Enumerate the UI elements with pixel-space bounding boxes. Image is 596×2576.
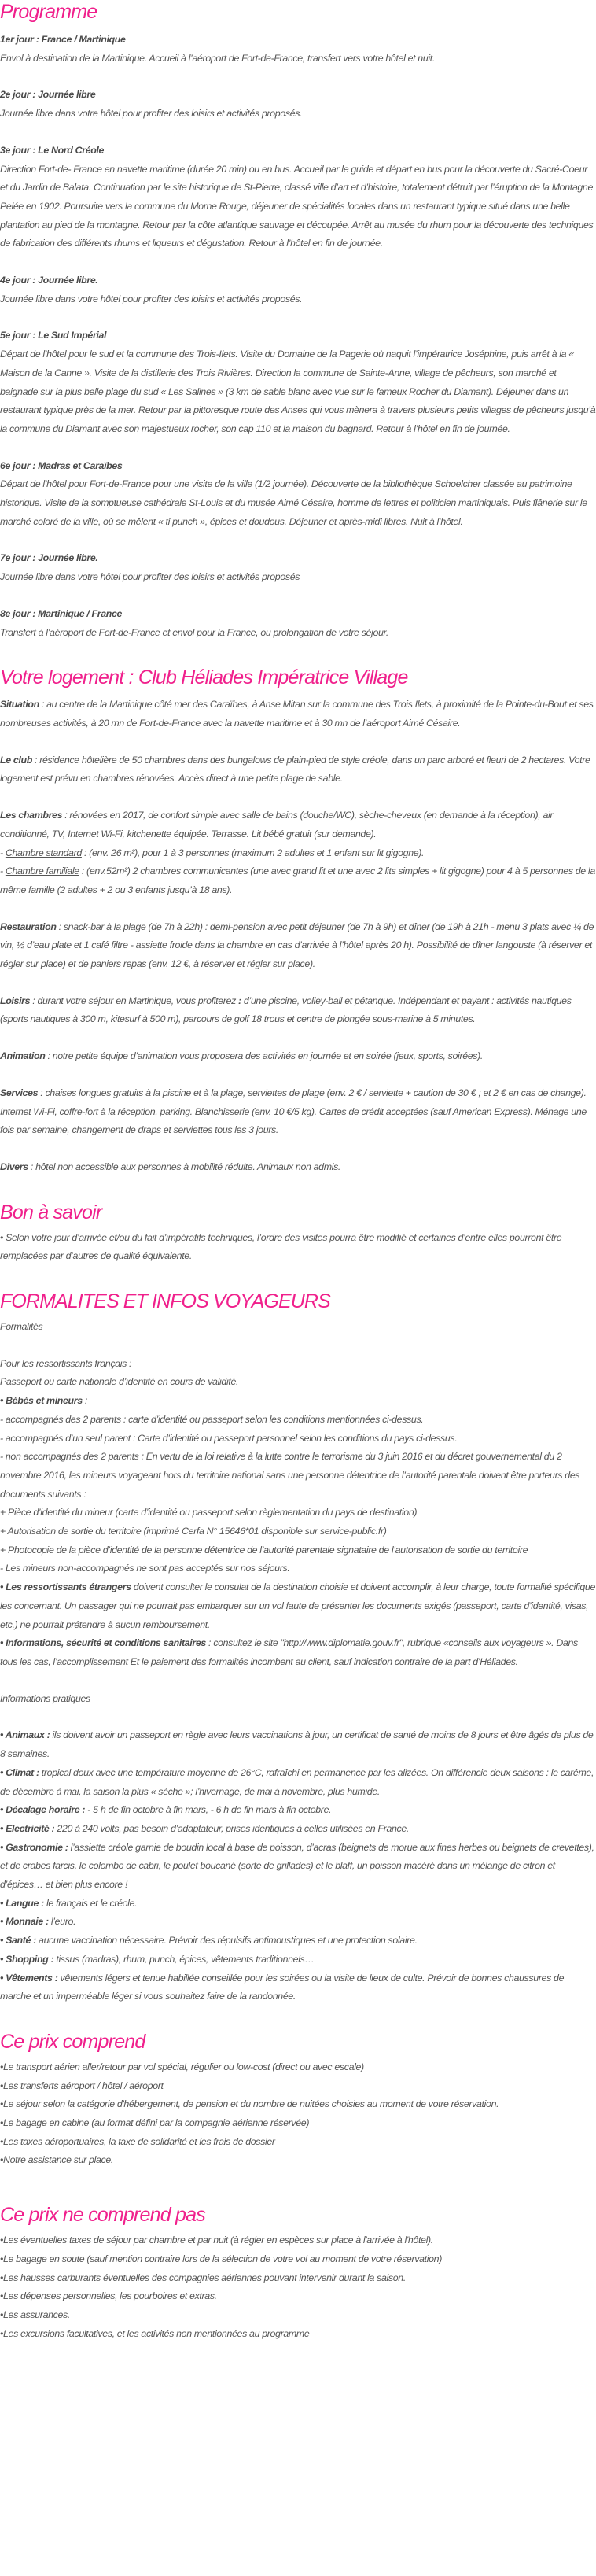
day-text: Journée libre dans votre hôtel pour profiter des loisirs et activités proposés <box>0 571 300 583</box>
restauration-text: : snack-bar à la plage (de 7h à 22h) : demi-pension avec petit déjeuner (de 7h à 9h) et dîner (de 19h à 21h - menu 3 plats avec ¼ de vin, ½ d’eau plate et 1 café filtre - assiette froide dans la chambre en cas d’arrivée à l’hôtel après 20 h). Possibilité de dîner langouste (à réserver et régler sur place) et de paniers repas (env. 12 €, à réserver et régler sur place). <box>0 921 594 970</box>
day-title: 7e jour : Journée libre. <box>0 552 98 564</box>
pratique-label: • Langue : <box>0 1897 44 1909</box>
loisirs-text: : durant votre séjour en Martinique, vous profiterez <box>30 995 239 1006</box>
chambre-standard-label: Chambre standard <box>5 847 82 858</box>
animation-paragraph <box>0 1047 596 1066</box>
mineurs-line: - non accompagnés des 2 parents : En vertu de la loi relative à la lutte contre le terrorisme du 3 juin 2016 et du décret gouvernemental du 2 novembre 2016, les mineurs voyageant hors du territoire national sans une personne détentrice de l’autorité parentale doivent être porteurs des documents suivants : <box>0 1451 580 1500</box>
bon-a-savoir-section <box>0 1201 596 1266</box>
chambres-label: Les chambres <box>0 810 63 821</box>
prix-comprend-section <box>0 2030 596 2170</box>
chambre-standard-text: : (env. 26 m²), pour 1 à 3 personnes (maximum 2 adultes et 1 enfant sur lit gigogne). <box>81 847 425 858</box>
etrangers-text: doivent consulter le consulat de la destination choisie et doivent accomplir, à leur charge, toute formalité spécifique les concernant. Un passager qui ne pourrait pas embarquer sur un vol faute de présenter les documents exigés (passeport, carte d’identité, visas, etc.) ne pourrait prétendre à aucun remboursement. <box>0 1581 595 1630</box>
chambre-familiale-text: : (env.52m²) 2 chambres communicantes (une avec grand lit et une avec 2 lits simples + lit gigogne) pour 4 à 5 personnes de la même famille (2 adultes + 2 ou 3 enfants jusqu’à 18 ans). <box>0 865 595 895</box>
bon-a-savoir-text: • Selon votre jour d’arrivée et/ou du fait d’impératifs techniques, l’ordre des visites pourra être modifié et certaines d’entre elles pourront être remplacées par d’autres de qualité équivalente. <box>0 1231 562 1262</box>
day-4 <box>0 271 596 308</box>
infos-label: • Informations, sécurité et conditions sanitaires <box>0 1637 206 1649</box>
pratique-item <box>0 1913 596 1932</box>
pratique-text: l’assiette créole garnie de boudin local à base de poisson, d’acras (beignets de morue aux fines herbes ou beignets de crevettes), et de crabes farcis, le colombo de cabri, le poulet boucané (sorte de grillades) et le blaff, un poisson macéré dans un mélange de citron et d’épices… et bien plus encore ! <box>0 1841 594 1891</box>
situation-label: Situation <box>0 699 39 710</box>
day-text: Départ de l’hôtel pour Fort-de-France pour une visite de la ville (1/2 journée). Découverte de la bibliothèque Schoelcher classée au patrimoine historique. Visite de la somptueuse cathédrale St-Louis et du musée Aimé Césaire, homme de lettres et politicien martiniquais. Puis flânerie sur le marché coloré de la ville, où se mêlent « ti punch », épices et doudous. Déjeuner et après-midi libres. Nuit à l’hôtel. <box>0 478 587 527</box>
day-text: Journée libre dans votre hôtel pour profiter des loisirs et activités proposés. <box>0 293 303 304</box>
day-1 <box>0 31 596 68</box>
formalites-title: FORMALITES ET INFOS VOYAGEURS <box>0 1290 330 1313</box>
day-3 <box>0 142 596 253</box>
formalites-line: Passeport ou carte nationale d’identité en cours de validité. <box>0 1376 239 1388</box>
pratique-text: le français et le créole. <box>43 1897 138 1909</box>
chambre-familiale-label: Chambre familiale <box>5 865 79 877</box>
pratique-item <box>0 1764 596 1801</box>
restauration-paragraph <box>0 918 596 974</box>
pratique-label: • Electricité : <box>0 1822 55 1834</box>
pratique-label: • Animaux : <box>0 1729 50 1741</box>
chambres-paragraph <box>0 806 596 843</box>
pratique-label: • Shopping : <box>0 1953 54 1965</box>
mineurs-line: + Autorisation de sortie du territoire (imprimé Cerfa N° 15646*01 disponible sur service-public.fr) <box>0 1526 387 1537</box>
day-text: Transfert à l’aéroport de Fort-de-France et envol pour la France, ou prolongation de votre séjour. <box>0 626 388 638</box>
list-item: • Notre assistance sur place. <box>0 2151 596 2170</box>
pratique-item <box>0 1969 596 2006</box>
programme-section <box>0 0 596 642</box>
bon-a-savoir-title: Bon à savoir <box>0 1201 102 1223</box>
chambre-standard <box>0 844 596 863</box>
chambre-familiale <box>0 862 596 899</box>
pratique-text: aucune vaccination nécessaire. Prévoir des répulsifs antimoustiques et une protection solaire. <box>35 1935 418 1947</box>
loisirs-paragraph <box>0 992 596 1029</box>
list-item: • Le bagage en soute (sauf mention contraire lors de la sélection de votre vol au moment de votre réservation) <box>0 2250 596 2269</box>
day-2 <box>0 86 596 123</box>
bebes-suffix: : <box>82 1395 87 1407</box>
pratique-item <box>0 1801 596 1820</box>
mineurs-line: + Pièce d’identité du mineur (carte d’identité ou passeport selon règlementation du pays de destination) <box>0 1507 418 1519</box>
restauration-label: Restauration <box>0 921 57 932</box>
infos-text: : consultez le site "http://www.diplomatie.gouv.fr", rubrique «conseils aux voyageurs ». Dans tous les cas, l’accomplissement Et le paiement des formalités incombent au client, sauf indication contraire de la part d’Héliades. <box>0 1637 578 1667</box>
day-text: Direction Fort-de- France en navette maritime (durée 20 min) ou en bus. Accueil par le guide et départ en bus pour la découverte du Sacré-Coeur et du Jardin de Balata. Continuation par le site historique de St-Pierre, classé ville d’art et d’histoire, totalement détruit par l’éruption de la Montagne Pelée en 1902. Poursuite vers la commune du Morne Rouge, déjeuner de spécialités locales dans un restaurant typique situé dans une belle plantation au pied de la montagne. Retour par la côte atlantique sauvage et découpée. Arrêt au musée du rhum pour la découverte des techniques de fabrication des différents rhums et liqueurs et dégustation. Retour à l’hôtel en fin de journée. <box>0 163 594 249</box>
divers-paragraph <box>0 1158 596 1177</box>
pratique-text: 220 à 240 volts, pas besoin d’adaptateur, prises identiques à celles utilisées en France. <box>54 1822 410 1834</box>
bebes-mineurs <box>0 1392 596 1411</box>
pratique-text: tropical doux avec une température moyenne de 26°C, rafraîchi en permanence par les alizées. On différencie deux saisons : le carême, de décembre à mai, la saison la plus « sèche »; l’hivernage, de mai à novembre, plus humide. <box>0 1766 594 1797</box>
infos-sanitaires-paragraph <box>0 1634 596 1671</box>
bebes-label: • Bébés et mineurs <box>0 1395 83 1407</box>
pratique-label: • Santé : <box>0 1935 36 1947</box>
pratique-label: • Décalage horaire : <box>0 1804 86 1816</box>
loisirs-text-b: d’une piscine, volley-ball et pétanque. Indépendant et payant : activités nautiques (sports nautiques à 300 m, kitesurf à 500 m), parcours de golf 18 trous et centre de plongée sous-marine à 5 minutes. <box>0 995 572 1025</box>
programme-title: Programme <box>0 1 97 23</box>
pratique-text: l’euro. <box>48 1916 76 1928</box>
day-7 <box>0 549 596 586</box>
list-item: • Les taxes aéroportuaires, la taxe de solidarité et les frais de dossier <box>0 2133 596 2152</box>
day-text: Envol à destination de la Martinique. Accueil à l’aéroport de Fort-de-France, transfert vers votre hôtel et nuit. <box>0 52 435 64</box>
dash: - <box>0 847 6 858</box>
mineurs-line: + Photocopie de la pièce d’identité de la personne détentrice de l’autorité parentale signataire de l’autorisation de sortie du territoire <box>0 1544 528 1556</box>
club-label: Le club <box>0 754 32 766</box>
day-title: 5e jour : Le Sud Impérial <box>0 330 107 341</box>
day-5 <box>0 327 596 438</box>
pratique-label: • Vêtements : <box>0 1972 58 1984</box>
day-8 <box>0 605 596 642</box>
formalites-section <box>0 1290 596 2006</box>
formalites-subtitle: Formalités <box>0 1321 43 1333</box>
animation-label: Animation <box>0 1050 46 1062</box>
pratique-text: - 5 h de fin octobre à fin mars, - 6 h de fin mars à fin octobre. <box>85 1804 332 1816</box>
logement-title: Votre logement : Club Héliades Impératrice Village <box>0 666 408 689</box>
list-item: • Le séjour selon la catégorie d'hébergement, de pension et du nombre de nuitées choisies au moment de votre réservation. <box>0 2095 596 2114</box>
situation-paragraph <box>0 696 596 733</box>
day-6 <box>0 457 596 532</box>
list-item: • Le transport aérien aller/retour par vol spécial, régulier ou low-cost (direct ou avec escale) <box>0 2058 596 2077</box>
pratique-item <box>0 1895 596 1914</box>
day-text: Départ de l’hôtel pour le sud et la commune des Trois-Ilets. Visite du Domaine de la Pagerie où naquit l’impératrice Joséphine, puis arrêt à la « Maison de la Canne ». Visite de la distillerie des Trois Rivières. Direction la commune de Sainte-Anne, village de pêcheurs, son marché et baignade sur la plus belle plage du sud « Les Salines » (3 km de sable blanc avec vue sur le fameux Rocher du Diamant). Déjeuner dans un restaurant typique près de la mer. Retour par la pittoresque route des Anses qui vous mènera à travers plusieurs petits villages de pêcheurs jusqu’à la commune du Diamant avec son majestueux rocher, son cap 110 et la maison du bagnard. Retour à l’hôtel en fin de journée. <box>0 349 596 434</box>
mineurs-line: - accompagnés des 2 parents : carte d’identité ou passeport selon les conditions mentionnées ci-dessus. <box>0 1413 424 1425</box>
list-item: • Les assurances. <box>0 2306 596 2325</box>
etrangers-paragraph <box>0 1578 596 1634</box>
formalites-line: Pour les ressortissants français : <box>0 1357 132 1369</box>
chambres-text: : rénovées en 2017, de confort simple avec salle de bains (douche/WC), sèche-cheveux (en demande à la réception), air conditionné, TV, Internet Wi-Fi, kitchenette équipée. Terrasse. Lit bébé gratuit (sur demande). <box>0 810 554 840</box>
animation-text: : notre petite équipe d’animation vous proposera des activités en journée et en soirée (jeux, sports, soirées). <box>45 1050 484 1062</box>
pratique-text: vêtements légers et tenue habillée conseillée pour les soirées ou la visite de lieux de culte. Prévoir de bonnes chaussures de marche et un imperméable léger si vous souhaitez faire de la randonnée. <box>0 1972 565 2002</box>
prix-ne-comprend-pas-title: Ce prix ne comprend pas <box>0 2204 205 2227</box>
pratique-text: ils doivent avoir un passeport en règle avec leurs vaccinations à jour, un certificat de santé de moins de 8 jours et être âgés de plus de 8 semaines. <box>0 1729 594 1760</box>
day-title: 4e jour : Journée libre. <box>0 275 98 286</box>
list-item: • Les dépenses personnelles, les pourboires et extras. <box>0 2287 596 2306</box>
divers-text: : hôtel non accessible aux personnes à mobilité réduite. Animaux non admis. <box>28 1161 341 1172</box>
infos-pratiques-title: Informations pratiques <box>0 1692 90 1704</box>
pratique-label: • Gastronomie : <box>0 1841 68 1853</box>
services-text: : chaises longues gratuits à la piscine et à la plage, serviettes de plage (env. 2 € / serviette + caution de 30 € ; et 2 € en cas de change). Internet Wi-Fi, coffre-fort à la réception, parking. Blanchisserie (env. 10 €/5 kg). Cartes de crédit acceptées (sauf American Express). Ménage une fois par semaine, changement de draps et serviettes tous les 3 jours. <box>0 1087 587 1136</box>
services-paragraph <box>0 1084 596 1140</box>
club-paragraph <box>0 751 596 788</box>
etrangers-label: • Les ressortissants étrangers <box>0 1581 131 1593</box>
pratique-item <box>0 1932 596 1950</box>
day-title: 3e jour : Le Nord Créole <box>0 144 105 156</box>
mineurs-line: - Les mineurs non-accompagnés ne sont pas acceptés sur nos séjours. <box>0 1563 290 1574</box>
pratique-item <box>0 1839 596 1895</box>
list-item: • Les transferts aéroport / hôtel / aéroport <box>0 2077 596 2096</box>
pratique-item <box>0 1950 596 1969</box>
pratique-text: tissus (madras), rhum, punch, épices, vêtements traditionnels… <box>53 1953 315 1965</box>
list-item: • Les excursions facultatives, et les activités non mentionnées au programme <box>0 2325 596 2344</box>
day-title: 2e jour : Journée libre <box>0 89 96 101</box>
situation-text: : au centre de la Martinique côté mer des Caraïbes, à Anse Mitan sur la commune des Trois Ilets, à proximité de la Pointe-du-Bout et ses nombreuses activités, à 20 mn de Fort-de-France avec la navette maritime et à 30 mn de l’aéroport Aimé Césaire. <box>0 699 594 729</box>
pratique-item <box>0 1726 596 1763</box>
mineurs-line: - accompagnés d’un seul parent : Carte d’identité ou passeport personnel selon les conditions du pays ci-dessus. <box>0 1432 458 1444</box>
day-title: 6e jour : Madras et Caraïbes <box>0 459 123 471</box>
loisirs-label: Loisirs <box>0 995 31 1006</box>
pratique-label: • Climat : <box>0 1766 39 1778</box>
prix-ne-comprend-pas-section <box>0 2203 596 2343</box>
pratique-label: • Monnaie : <box>0 1916 49 1928</box>
loisirs-colon: : <box>238 995 241 1006</box>
pratique-item <box>0 1820 596 1839</box>
logement-section <box>0 666 596 1176</box>
prix-comprend-title: Ce prix comprend <box>0 2030 145 2053</box>
day-title: 1er jour : France / Martinique <box>0 34 126 45</box>
list-item: • Les éventuelles taxes de séjour par chambre et par nuit (à régler en espèces sur place à l'arrivée à l'hôtel). <box>0 2231 596 2250</box>
services-label: Services <box>0 1087 39 1098</box>
day-text: Journée libre dans votre hôtel pour profiter des loisirs et activités proposés. <box>0 108 303 120</box>
dash: - <box>0 865 6 877</box>
divers-label: Divers <box>0 1161 28 1172</box>
list-item: • Les hausses carburants éventuelles des compagnies aériennes pouvant intervenir durant la saison. <box>0 2269 596 2288</box>
day-title: 8e jour : Martinique / France <box>0 607 123 619</box>
club-text: : résidence hôtelière de 50 chambres dans des bungalows de plain-pied de style créole, dans un parc arboré et fleuri de 2 hectares. Votre logement est prévu en chambres rénovées. Accès direct à une petite plage de sable. <box>0 754 590 784</box>
list-item: • Le bagage en cabine (au format défini par la compagnie aérienne réservée) <box>0 2114 596 2133</box>
